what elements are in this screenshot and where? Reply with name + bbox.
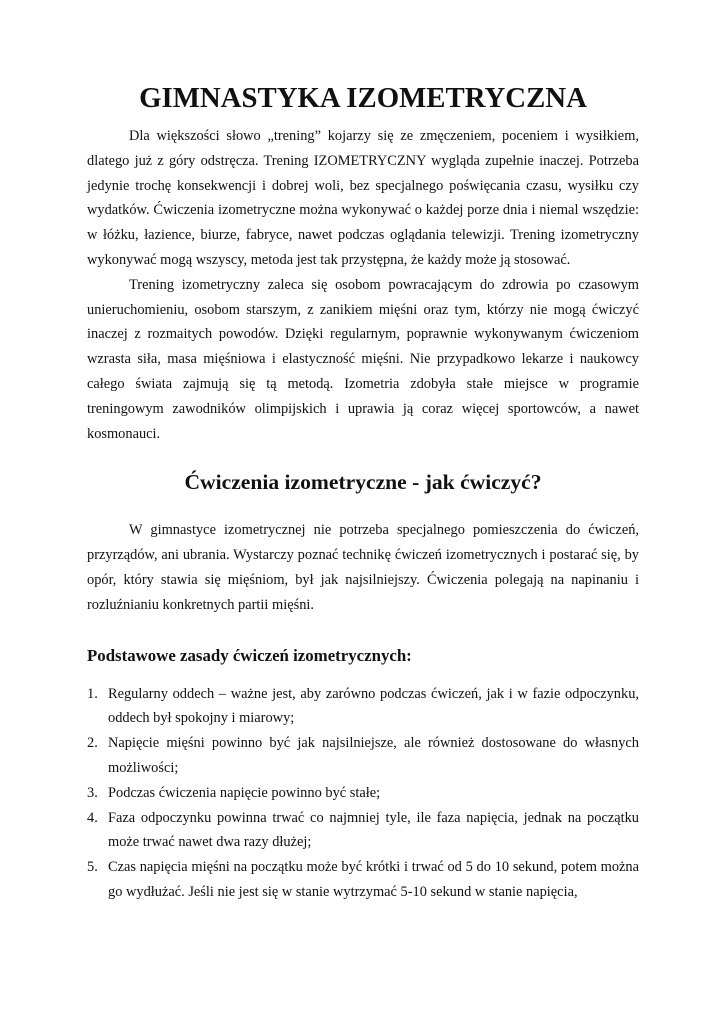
list-item: [87, 855, 639, 905]
list-item-number: 4.: [87, 809, 98, 826]
list-item-number: 5.: [87, 859, 98, 876]
rules-heading: Podstawowe zasady ćwiczeń izometrycznych:: [87, 645, 412, 665]
list-item-text: Napięcie mięśni powinno być jak najsilniejsze, ale również dostosowane do własnych możliwości;: [108, 735, 639, 776]
list-item-number: 2.: [87, 735, 98, 752]
list-item-text: Faza odpoczynku powinna trwać co najmniej tyle, ile faza napięcia, jednak na początku może trwać nawet dwa razy dłużej;: [108, 809, 639, 851]
recommendation-paragraph: Trening izometryczny zaleca się osobom powracającym do zdrowia po czasowym unieruchomieniu, osobom starszym, z zanikiem mięśni oraz tym, którzy nie mogą ćwiczyć inaczej z rozmaitych powodów. Dzięki regularnym, poprawnie wykonywanym ćwiczeniom wzrasta siła, masa mięśniowa i elastyczność mięśni. Nie przypadkowo lekarze i naukowcy całego świata zajmują się tą metodą. Izometria zdobyła stałe miejsce w programie treningowym zawodników olimpijskich i uprawia ją coraz więcej sportowców, a nawet kosmonauci.: [87, 276, 639, 442]
list-item: [87, 682, 639, 732]
list-item-text: Regularny oddech – ważne jest, aby zarówno podczas ćwiczeń, jak i w fazie odpoczynku, oddech był spokojny i miarowy;: [108, 685, 639, 727]
intro-paragraph: Dla większości słowo „trening” kojarzy się ze zmęczeniem, poceniem i wysiłkiem, dlatego już z góry odstręcza. Trening IZOMETRYCZNY wygląda zupełnie inaczej. Potrzeba jedynie trochę konsekwencji i dobrej woli, bez specjalnego poświęcania czasu, wysiłku czy wydatków. Ćwiczenia izometryczne można wykonywać o każdej porze dnia i niemal wszędzie: w łóżku, łazience, biurze, fabryce, nawet podczas oglądania telewizji. Trening izometryczny wykonywać mogą wszyscy, metoda jest tak przystępna, że każdy może ją stosować.: [87, 128, 639, 268]
list-item: [87, 781, 639, 806]
document-title: GIMNASTYKA IZOMETRYCZNA: [139, 82, 587, 114]
list-item: [87, 731, 639, 781]
section-subtitle: Ćwiczenia izometryczne - jak ćwiczyć?: [184, 470, 542, 495]
document-page: [87, 82, 639, 905]
list-item-text: Czas napięcia mięśni na początku może być krótki i trwać od 5 do 10 sekund, potem można go wydłużać. Jeśli nie jest się w stanie wytrzymać 5-10 sekund w stanie napięcia,: [108, 859, 639, 900]
list-item: [87, 806, 639, 856]
list-item-number: 1.: [87, 685, 98, 702]
list-item-number: 3.: [87, 784, 98, 801]
list-item-text: Podczas ćwiczenia napięcie powinno być stałe;: [108, 784, 381, 801]
rules-list: [87, 682, 639, 905]
method-paragraph: W gimnastyce izometrycznej nie potrzeba specjalnego pomieszczenia do ćwiczeń, przyrządów, ani ubrania. Wystarczy poznać technikę ćwiczeń izometrycznych i postarać się, by opór, który stawia się mięśniom, był jak najsilniejszy. Ćwiczenia polegają na napinaniu i rozluźnianiu konkretnych partii mięśni.: [87, 522, 639, 613]
